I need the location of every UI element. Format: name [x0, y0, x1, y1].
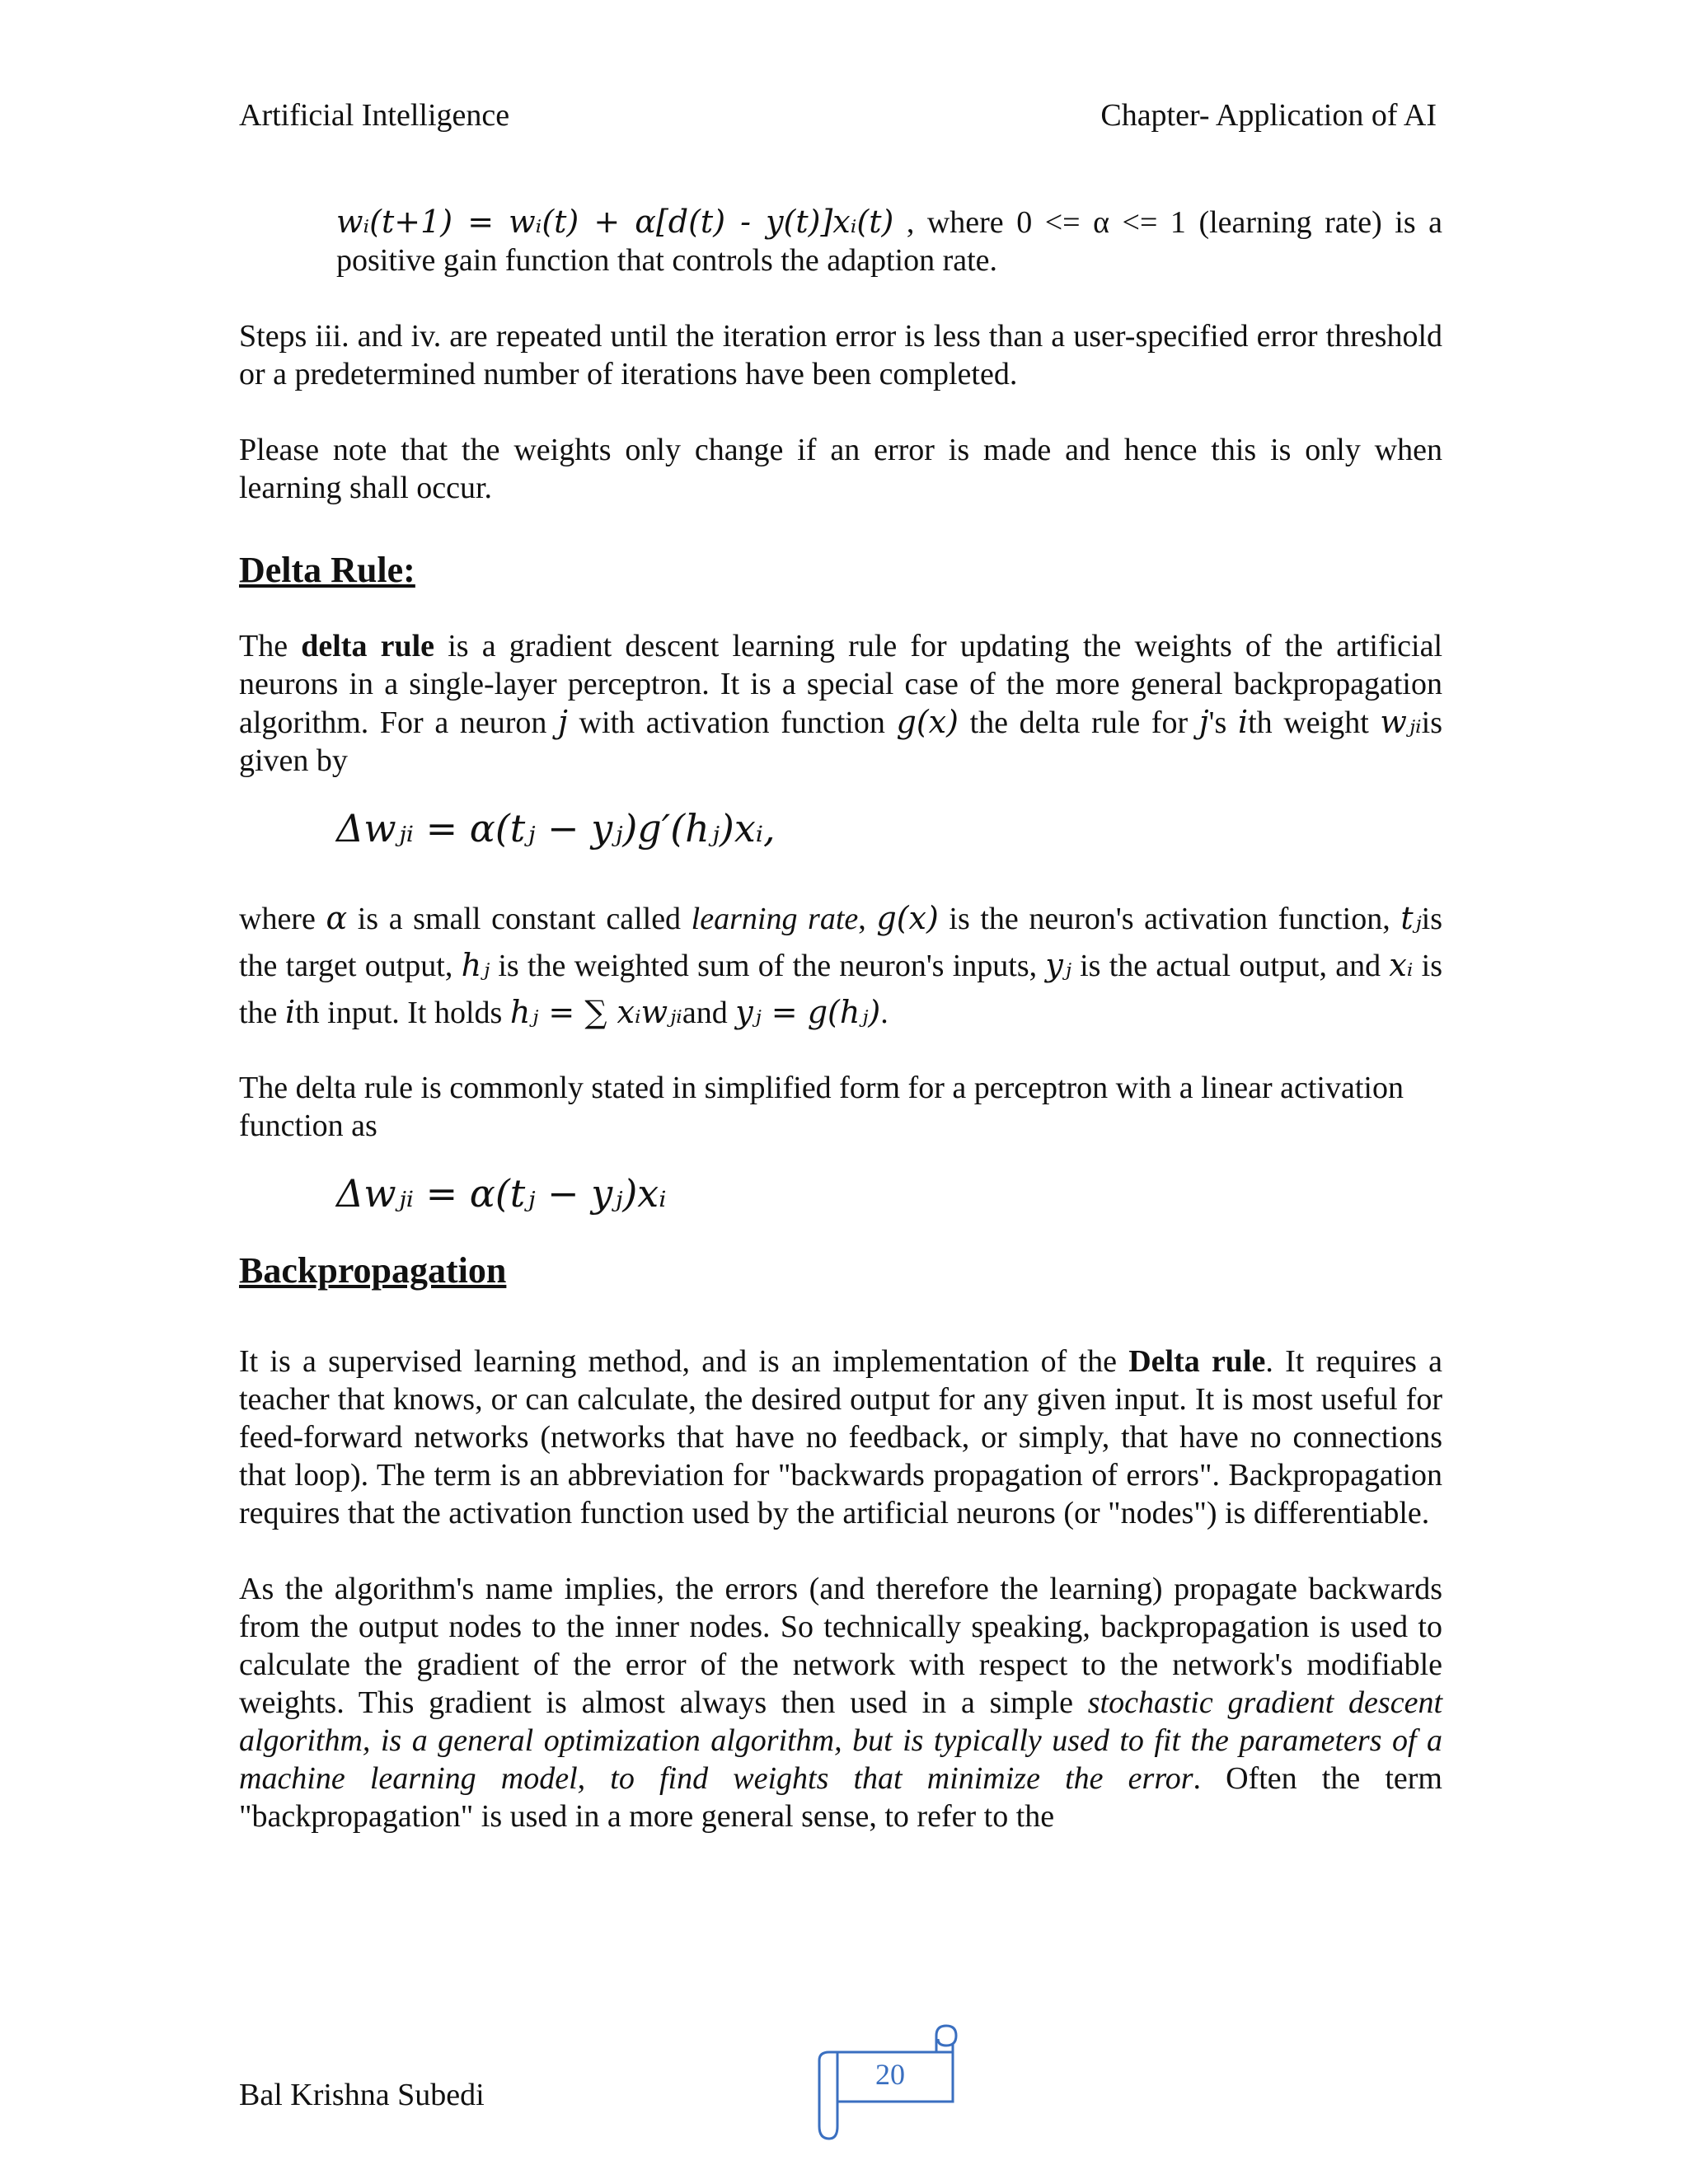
paragraph-delta-rule-intro — [239, 627, 1442, 780]
text: is a gradient descent learning rule for updating the weights of the artificial neurons in a single-layer perceptron. It is a special case of the more general backpropagation algorithm. For a neuron — [239, 629, 1442, 740]
paragraph-weight-update — [336, 203, 1442, 279]
equation-delta-rule: Δwⱼᵢ = α(tⱼ − yⱼ)g′(hⱼ)xᵢ, — [336, 806, 776, 851]
math-var: j — [1198, 704, 1209, 740]
page-number: 20 — [875, 2058, 905, 2091]
text: is the neuron's activation function, — [938, 902, 1401, 936]
text: . — [880, 996, 889, 1030]
page-content — [239, 196, 1442, 1835]
text: is the actual output, and — [1071, 949, 1390, 983]
math-var: yⱼ — [1045, 947, 1071, 983]
text: and — [682, 996, 736, 1030]
paragraph-simplified-form: The delta rule is commonly stated in simplified form for a perceptron with a linear activation function as — [239, 1071, 1404, 1143]
text: The — [239, 629, 302, 663]
math-var: g(x) — [876, 900, 939, 936]
header-title: Artificial Intelligence — [239, 98, 510, 133]
text: . Often the term "backpropagation" is used in a more general sense, to refer to the — [239, 1761, 1442, 1834]
text: As the algorithm's name implies, the errors (and therefore the learning) propagate backwards from the output nodes to the inner nodes. So technically speaking, backpropagation is used to calculate the gradient of the error of the network with respect to the network's modifiable weights. This gradient is almost always then used in a simple — [239, 1572, 1442, 1720]
text: is the target output, — [239, 902, 1442, 983]
text: . It requires a teacher that knows, or can calculate, the desired output for any given input. It is most useful for feed-forward networks (networks that have no feedback, or simply, that have no connections that loop). The term is an abbreviation for "backwards propagation of errors". Backpropagation requires that the activation function used by the artificial neurons (or "nodes") is differentiable. — [239, 1344, 1442, 1530]
math-expression: hⱼ = ∑ xᵢwⱼᵢ — [509, 994, 682, 1030]
text: with activation function — [567, 705, 897, 740]
paragraph-delta-rule-definitions — [239, 895, 1442, 1036]
text: where — [239, 902, 326, 936]
paragraph-backprop-intro — [239, 1343, 1442, 1532]
math-var: xᵢ — [1389, 947, 1414, 983]
text: It is a supervised learning method, and is an implementation of the — [239, 1344, 1129, 1379]
math-expression: yⱼ = g(hⱼ) — [735, 994, 881, 1030]
math-var: wⱼᵢ — [1380, 704, 1422, 740]
math-var: g(x) — [896, 704, 959, 740]
math-var: tⱼ — [1400, 900, 1422, 936]
math-var: α — [326, 900, 348, 936]
footer-author: Bal Krishna Subedi — [239, 2078, 485, 2112]
header-chapter: Chapter- Application of AI — [1100, 98, 1437, 133]
text: is a small constant called — [347, 902, 692, 936]
italic-term: stochastic gradient descent algorithm, is a general optimization algorithm, but is typically used to fit the parameters of a machine learning model, to find weights that minimize the error — [239, 1685, 1442, 1796]
section-heading-backpropagation: Backpropagation — [239, 1250, 507, 1291]
italic-term: learning rate — [691, 902, 859, 936]
text: the delta rule for — [958, 705, 1199, 740]
text: , — [858, 902, 877, 936]
paragraph-steps: Steps iii. and iv. are repeated until the iteration error is less than a user-specified error threshold or a predetermined number of iterations have been completed. — [239, 319, 1442, 391]
bold-term: Delta rule — [1128, 1344, 1266, 1379]
text: is the weighted sum of the neuron's inputs, — [490, 949, 1046, 983]
equation-simplified-delta-rule: Δwⱼᵢ = α(tⱼ − yⱼ)xᵢ — [336, 1171, 667, 1216]
math-var: i — [284, 994, 296, 1030]
formula-weight-update: wᵢ(t+1) = wᵢ(t) + α[d(t) - y(t)]xᵢ(t) — [336, 204, 894, 240]
text: is the — [239, 949, 1442, 1030]
paragraph-text: , where 0 <= α <= 1 (learning rate) is a positive gain function that controls the adaption rate. — [336, 205, 1442, 278]
section-heading-delta-rule: Delta Rule: — [239, 550, 415, 590]
text: th weight — [1248, 705, 1381, 740]
math-var: i — [1237, 704, 1249, 740]
text: th input. It holds — [295, 996, 510, 1030]
math-var: j — [558, 704, 568, 740]
paragraph-backprop-details — [239, 1570, 1442, 1835]
text: is given by — [239, 705, 1442, 778]
bold-term: delta rule — [301, 629, 435, 663]
text: 's — [1208, 705, 1238, 740]
math-var: hⱼ — [461, 947, 490, 983]
paragraph-note: Please note that the weights only change if an error is made and hence this is only when learning shall occur. — [239, 433, 1442, 505]
